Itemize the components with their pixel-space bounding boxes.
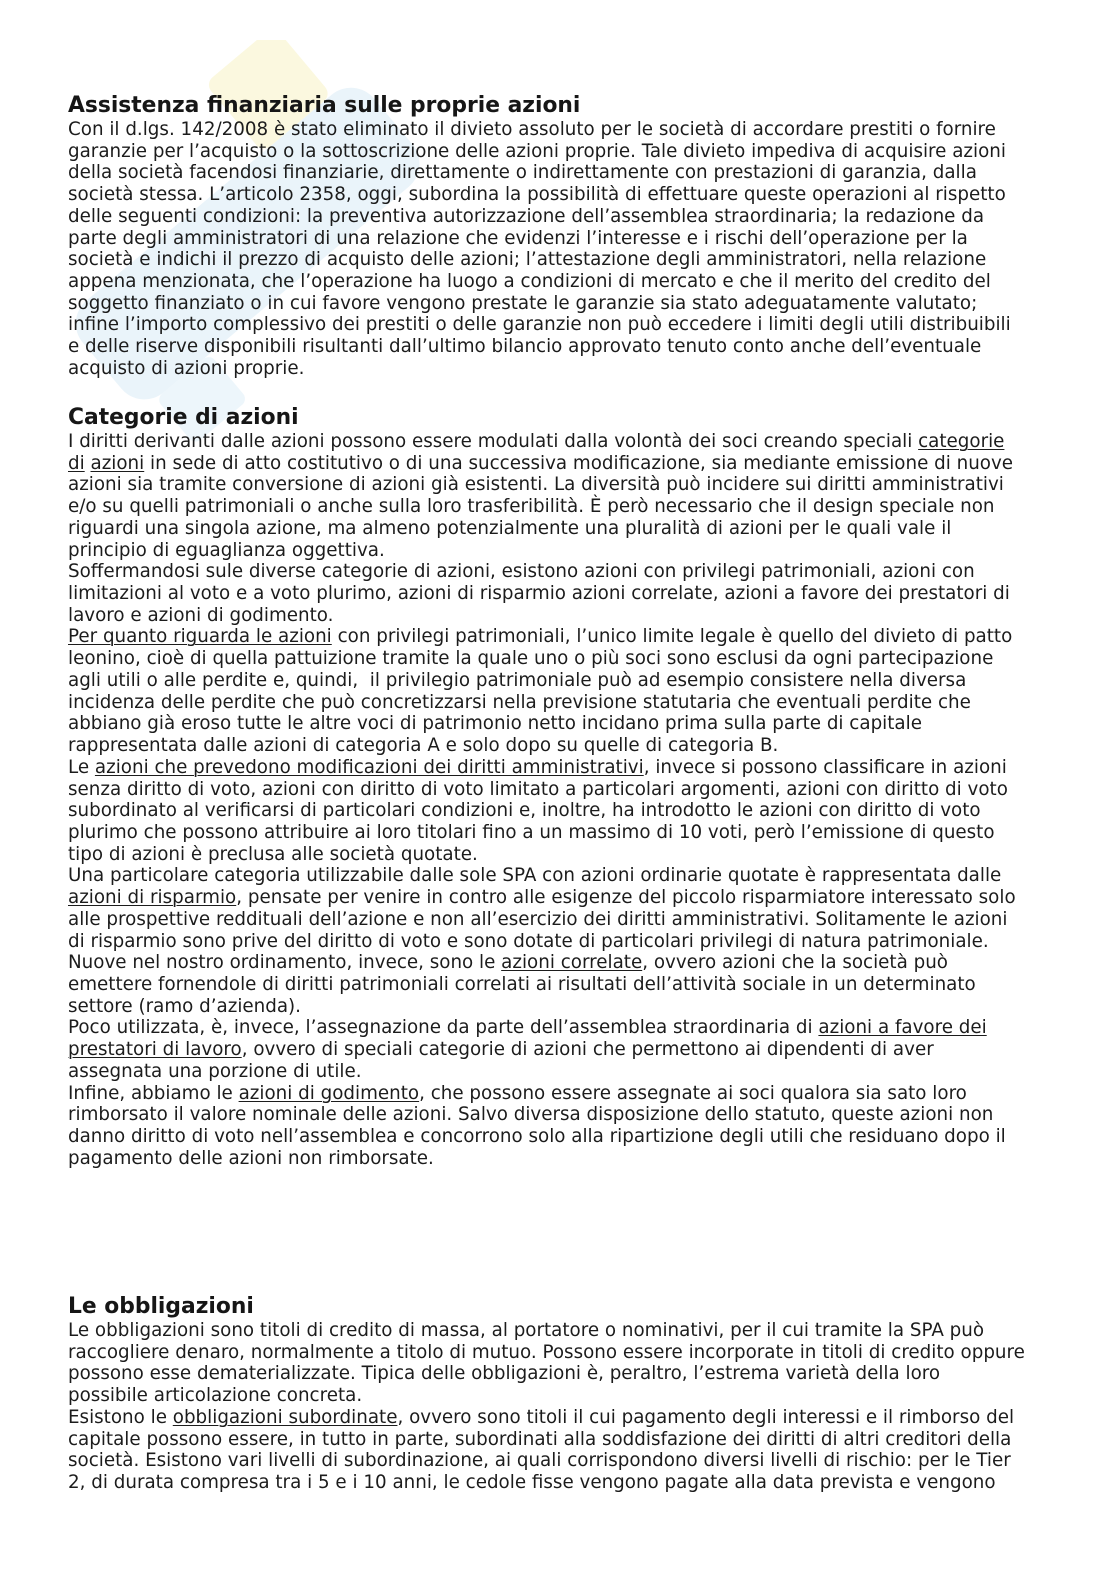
section-heading: Le obbligazioni	[68, 1294, 254, 1319]
text-line: possono esse dematerializzate. Tipica delle obbligazioni è, peraltro, l’estrema varietà della loro	[68, 1363, 941, 1385]
text-line: riguardi una singola azione, ma almeno potenzialmente una pluralità di azioni per le quali vale il	[68, 517, 952, 539]
text-segment: Infine, abbiamo le	[68, 1082, 239, 1104]
text-line: parte degli amministratori di una relazione che evidenzi l’interesse e i rischi dell’operazione per la	[68, 227, 968, 249]
text-line: subordinato al verificarsi di particolari condizioni e, inoltre, ha introdotto le azioni con diritto di voto	[68, 800, 981, 822]
text-line	[68, 887, 1096, 909]
text-line: abbiano già eroso tutte le altre voci di patrimonio netto incidano prima sulla parte di capitale	[68, 713, 922, 735]
text-line: assegnata una porzione di utile.	[68, 1060, 362, 1082]
underlined-term: azioni correlate	[501, 952, 643, 974]
text-line: rimborsato il valore nominale delle azioni. Salvo diversa disposizione dello statuto, queste azioni non	[68, 1104, 994, 1126]
text-line: tipo di azioni è preclusa alle società quotate.	[68, 843, 478, 865]
text-line: delle seguenti condizioni: la preventiva autorizzazione dell’assemblea straordinaria; la redazione da	[68, 205, 985, 227]
underlined-term: Per quanto riguarda le azioni	[68, 626, 332, 648]
underlined-term: azioni	[90, 452, 145, 474]
underlined-term: categorie	[918, 431, 1005, 452]
text-segment: , ovvero di speciali categorie di azioni che permettono ai dipendenti di aver	[241, 1039, 934, 1061]
underlined-term: prestatori di lavoro	[68, 1039, 242, 1061]
underlined-term: azioni che prevedono modificazioni dei diritti amministrativi	[94, 756, 644, 778]
text-line: e delle riserve disponibili risultanti dall’ultimo bilancio approvato tenuto conto anche dell’eventuale	[68, 336, 982, 358]
text-line: società e indichi il prezzo di acquisto delle azioni; l’attestazione degli amministratori, nella relazione	[68, 249, 987, 271]
text-segment: , ovvero sono titoli il cui pagamento degli interessi e il rimborso del	[397, 1406, 1015, 1428]
text-line: danno diritto di voto nell’assemblea e concorrono solo alla ripartizione degli utili che residuano dopo il	[68, 1126, 1006, 1147]
text-line: limitazioni al voto e a voto plurimo, azioni di risparmio azioni correlate, azioni a favore dei prestatori di	[68, 583, 1010, 605]
text-line	[68, 952, 1096, 974]
text-segment: , invece si possono classificare in azioni	[643, 756, 1007, 778]
text-line: lavoro e azioni di godimento.	[68, 604, 334, 626]
text-line	[68, 1407, 1096, 1429]
text-line: garanzie per l’acquisto o la sottoscrizione delle azioni proprie. Tale divieto impediva di acquisire azioni	[68, 140, 1006, 162]
section-categorie-di-azioni	[68, 405, 1096, 1169]
text-segment: Esistono le	[68, 1406, 173, 1428]
text-segment: Poco utilizzata, è, invece, l’assegnazione da parte dell’assemblea straordinaria di	[68, 1017, 819, 1039]
text-line	[68, 431, 1096, 453]
text-line: di risparmio sono prive del diritto di voto e sono dotate di particolari privilegi di natura patrimoniale.	[68, 930, 989, 952]
text-line: plurimo che possono attribuire ai loro titolari fino a un massimo di 10 voti, però l’emissione di questo	[68, 821, 995, 843]
text-line: Con il d.lgs. 142/2008 è stato eliminato il divieto assoluto per le società di accordare prestiti o fornire	[68, 119, 996, 140]
text-line: infine l’importo complessivo dei prestiti o delle garanzie non può eccedere i limiti degli utili distribuibili	[68, 314, 1011, 336]
text-line: leonino, cioè di quella pattuizione tramite la quale uno o più soci sono esclusi da ogni partecipazione	[68, 648, 994, 670]
text-line: incidenza delle perdite che può concretizzarsi nella previsione statutaria che eventuali perdite che	[68, 691, 971, 713]
text-segment: con privilegi patrimoniali, l’unico limite legale è quello del divieto di patto	[331, 626, 1013, 648]
text-line: settore (ramo d’azienda).	[68, 995, 301, 1017]
text-line: soggetto finanziato o in cui favore vengono prestate le garanzie sia stato adeguatamente valutato;	[68, 292, 978, 314]
text-segment: in sede di atto costitutivo o di una successiva modificazione, sia mediante emissione di nuove	[144, 452, 1014, 474]
text-line: Le obbligazioni sono titoli di credito di massa, al portatore o nominativi, per il cui tramite la SPA può	[68, 1320, 985, 1341]
text-line: acquisto di azioni proprie.	[68, 357, 305, 379]
text-line: raccogliere denaro, normalmente a titolo di mutuo. Possono essere incorporate in titoli di credito oppure	[68, 1341, 1025, 1363]
text-line: senza diritto di voto, azioni con diritto di voto limitato a particolari argomenti, azioni con diritto di voto	[68, 778, 1008, 800]
text-line: e/o su quelli patrimoniali o anche sulla loro trasferibilità. È però necessario che il design speciale non	[68, 496, 995, 518]
text-line: appena menzionata, che l’operazione ha luogo a condizioni di mercato e che il merito del credito del	[68, 271, 991, 293]
text-line	[68, 1039, 1096, 1061]
section-body	[68, 119, 1096, 380]
text-line: 2, di durata compresa tra i 5 e i 10 anni, le cedole fisse vengono pagate alla data prevista e vengono	[68, 1472, 996, 1494]
text-line: principio di eguaglianza oggettiva.	[68, 539, 385, 561]
section-heading: Assistenza finanziaria sulle proprie azioni	[68, 93, 581, 118]
text-line: agli utili o alle perdite e, quindi, il privilegio patrimoniale può ad esempio consistere nella diversa	[68, 669, 967, 691]
text-line: azioni sia tramite conversione di azioni già esistenti. La diversità può incidere sui diritti amministrativi	[68, 474, 1004, 496]
text-line: società stessa. L’articolo 2358, oggi, subordina la possibilità di effettuare queste operazioni al rispetto	[68, 184, 1006, 206]
text-segment: , che possono essere assegnate ai soci qualora sia sato loro	[419, 1082, 967, 1104]
underlined-term: azioni di godimento	[238, 1082, 420, 1104]
text-line: alle prospettive reddituali dell’azione e non all’esercizio dei diritti amministrativi. Solitamente le azioni	[68, 908, 1008, 930]
section-le-obbligazioni	[68, 1294, 1096, 1494]
text-line: Soffermandosi sule diverse categorie di azioni, esistono azioni con privilegi patrimoniali, azioni con	[68, 561, 975, 583]
section-heading: Categorie di azioni	[68, 405, 299, 430]
text-segment: , pensate per venire in contro alle esigenze del piccolo risparmiatore interessato solo	[236, 887, 1016, 909]
text-line	[68, 626, 1096, 648]
text-segment: I diritti derivanti dalle azioni possono essere modulati dalla volontà dei soci creando speciali	[68, 431, 919, 452]
text-line: emettere fornendole di diritti patrimoniali correlati ai risultati dell’attività sociale in un determinato	[68, 973, 976, 995]
section-body	[68, 1320, 1096, 1494]
text-line: Una particolare categoria utilizzabile dalle sole SPA con azioni ordinarie quotate è rappresentata dalle	[68, 865, 1002, 887]
text-line: della società facendosi finanziarie, direttamente o indirettamente con prestazioni di garanzia, dalla	[68, 162, 977, 184]
underlined-term: obbligazioni subordinate	[172, 1406, 398, 1428]
underlined-term: di	[68, 452, 85, 474]
text-line	[68, 1017, 1096, 1039]
underlined-term: azioni di risparmio	[68, 887, 237, 909]
underlined-term: azioni a favore dei	[818, 1017, 987, 1039]
text-line	[68, 757, 1096, 779]
text-line: società. Esistono vari livelli di subordinazione, ai quali corrispondono diversi livelli di rischio: per le Tier	[68, 1450, 1011, 1472]
section-assistenza-finanziaria	[68, 93, 1096, 380]
text-line: rappresentata dalle azioni di categoria A e solo dopo su quelle di categoria B.	[68, 735, 779, 757]
text-segment: , ovvero azioni che la società può	[642, 952, 948, 974]
text-line	[68, 1083, 1096, 1105]
text-line	[68, 453, 1096, 475]
text-segment: Le	[68, 756, 95, 778]
text-line: possibile articolazione concreta.	[68, 1385, 363, 1407]
text-line: capitale possono essere, in tutto in parte, subordinati alla soddisfazione dei diritti di altri creditori della	[68, 1428, 1012, 1450]
text-line: pagamento delle azioni non rimborsate.	[68, 1147, 434, 1169]
section-body	[68, 431, 1096, 1169]
text-segment: Nuove nel nostro ordinamento, invece, sono le	[68, 952, 502, 974]
